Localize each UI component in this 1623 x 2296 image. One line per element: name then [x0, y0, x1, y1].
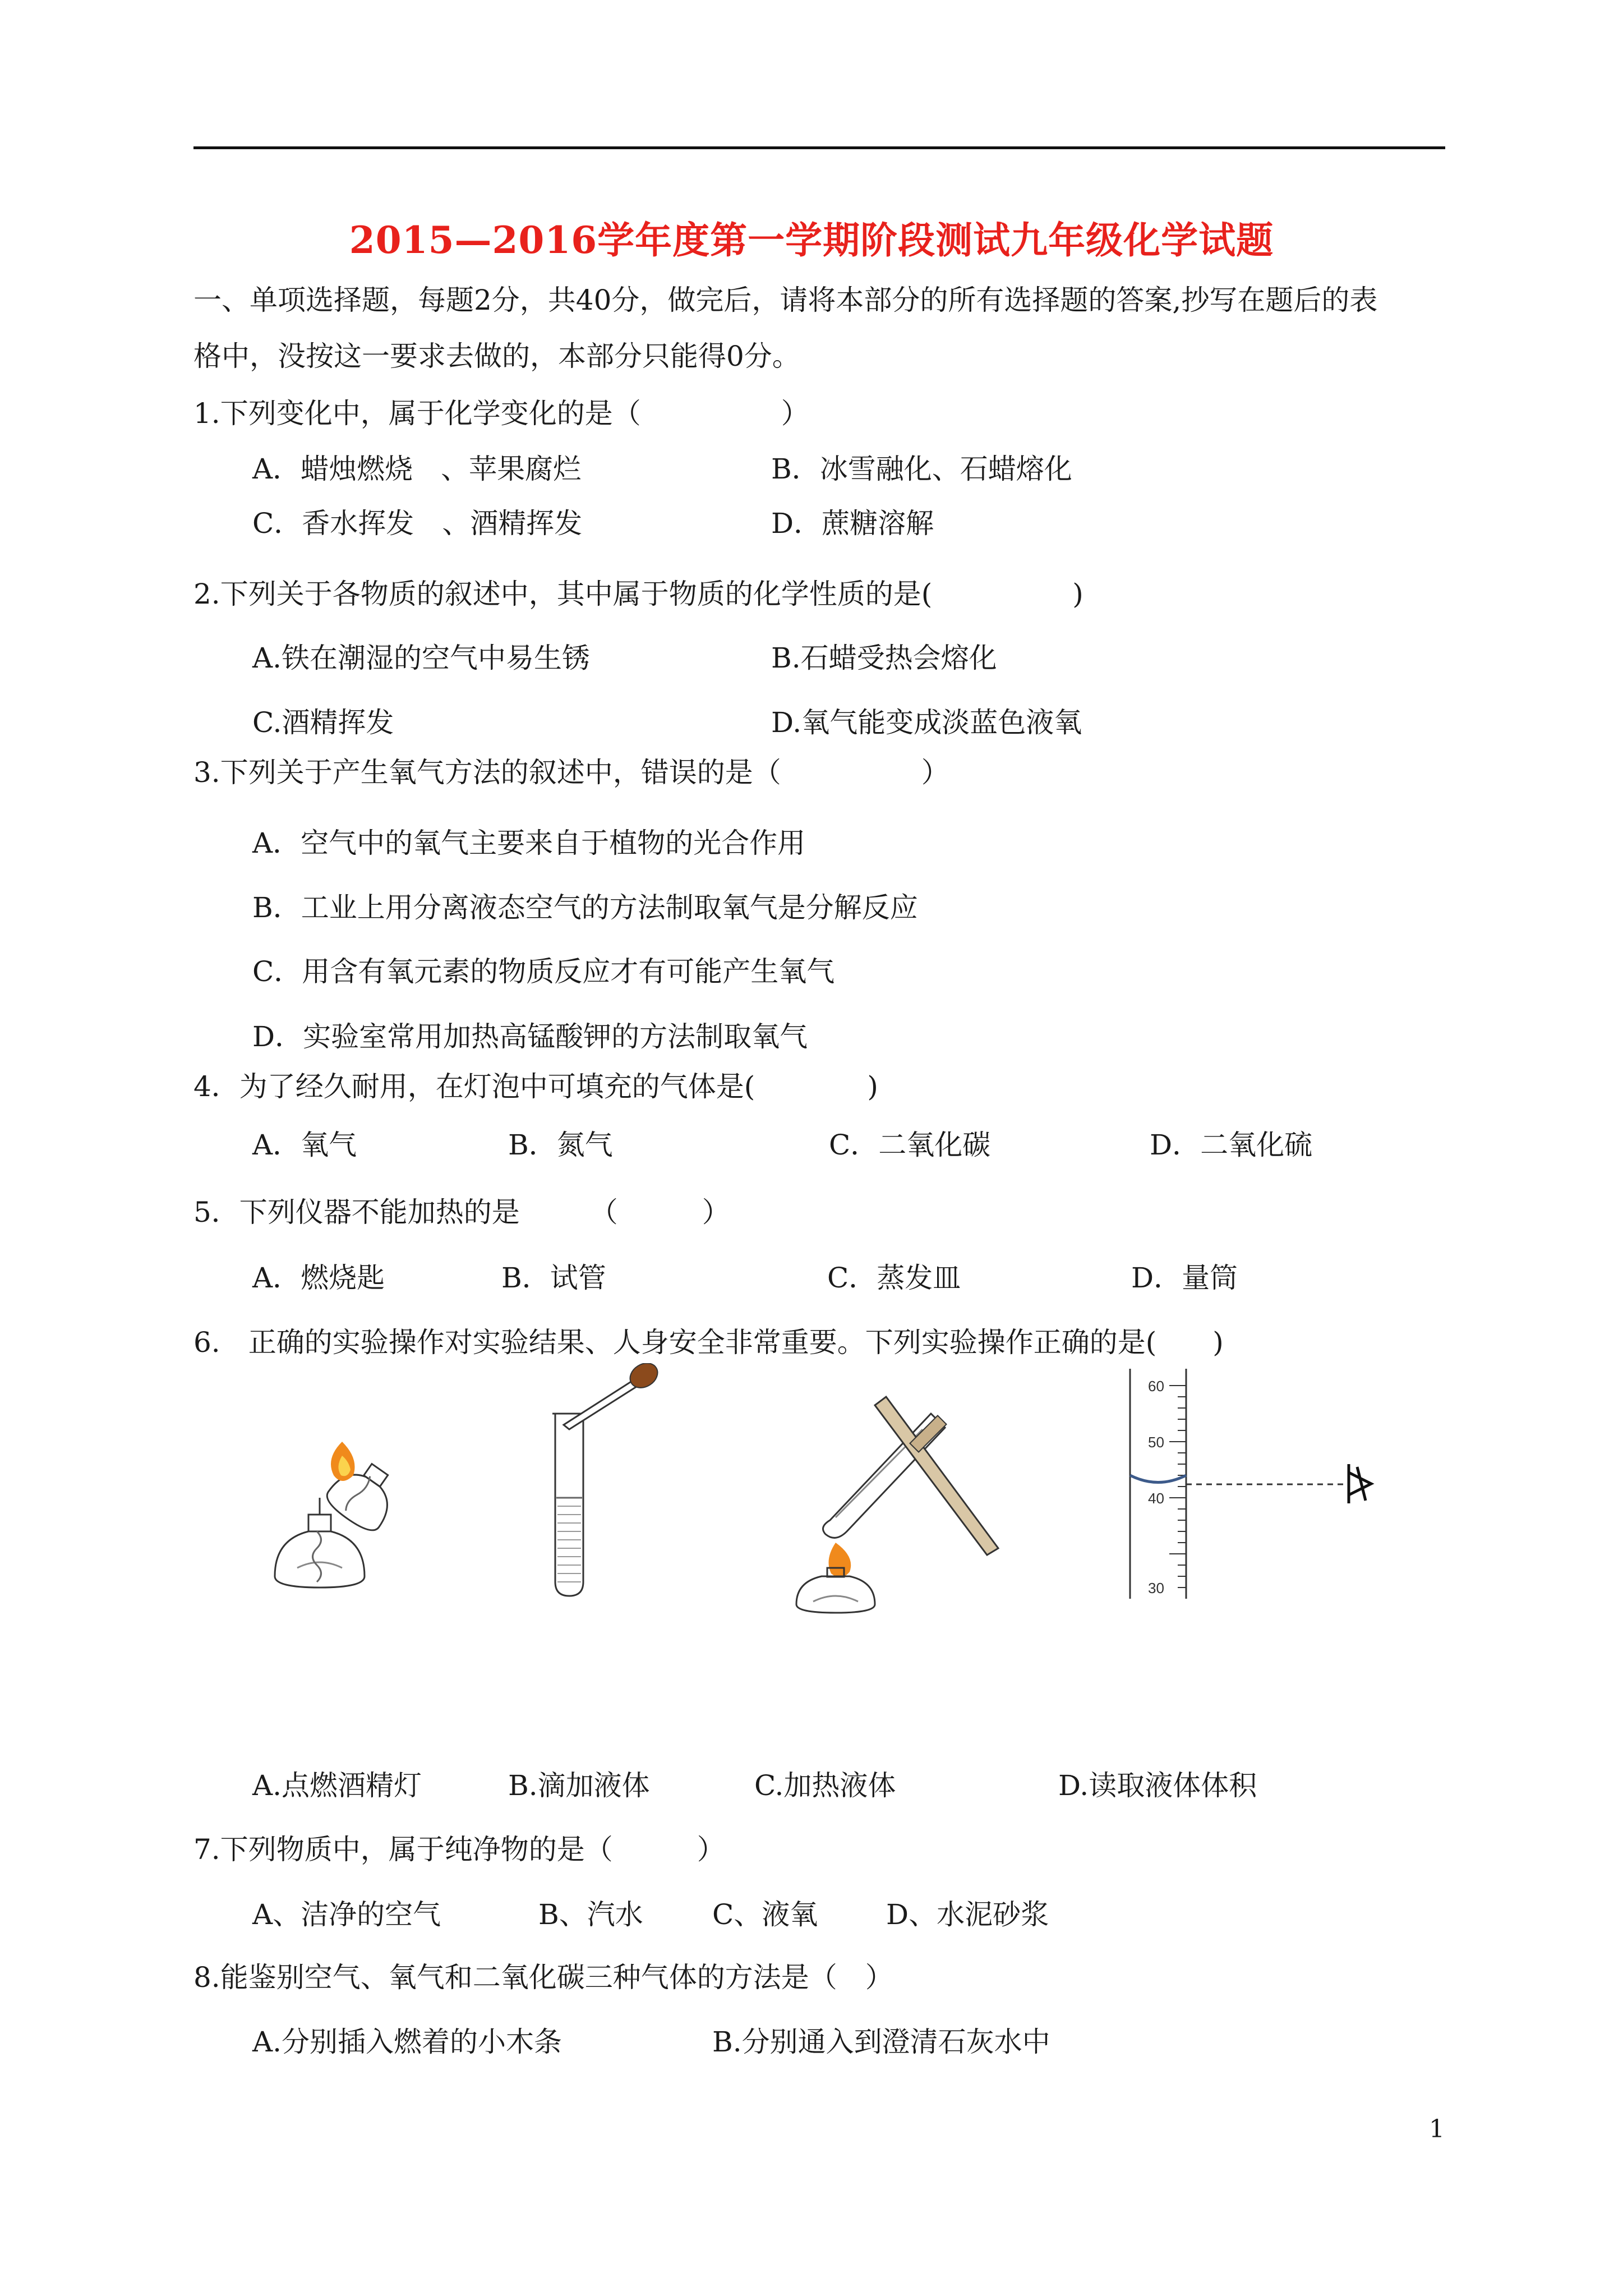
question-5-option-d: D．量筒: [1131, 1262, 1238, 1294]
question-6-option-a: A.点燃酒精灯: [252, 1769, 422, 1802]
question-1-option-d: D．蔗糖溶解: [771, 507, 934, 540]
cylinder-tick-30: 30: [1148, 1580, 1164, 1596]
question-2-option-c: C.酒精挥发: [252, 706, 394, 739]
page-number: 1: [1429, 2115, 1445, 2143]
question-4-option-b: B．氮气: [508, 1129, 613, 1161]
question-7-option-a: A、洁净的空气: [252, 1898, 441, 1931]
question-4-option-a: A．氧气: [252, 1129, 357, 1161]
question-4-option-c: C．二氧化碳: [829, 1129, 991, 1161]
question-5-stem: 5．下列仪器不能加热的是 （ ）: [193, 1196, 730, 1228]
question-6-stem: 6. 正确的实验操作对实验结果、人身安全非常重要。下列实验操作正确的是( ): [193, 1326, 1224, 1359]
question-2-option-b: B.石蜡受热会熔化: [771, 642, 997, 674]
figure-d-reading-cylinder: [1119, 1369, 1388, 1604]
question-8-option-a: A.分别插入燃着的小木条: [252, 2026, 562, 2058]
question-7-option-b: B、汽水: [538, 1898, 643, 1931]
flame-icon: [829, 1543, 851, 1577]
question-4-option-d: D．二氧化硫: [1150, 1129, 1313, 1161]
cylinder-tick-40: 40: [1148, 1490, 1164, 1507]
question-1-option-a: A．蜡烛燃烧 、苹果腐烂: [252, 453, 582, 485]
question-3-stem: 3.下列关于产生氧气方法的叙述中，错误的是（ ）: [193, 756, 949, 789]
question-8-stem: 8.能鉴别空气、氧气和二氧化碳三种气体的方法是（ ）: [193, 1961, 893, 1994]
question-3-option-a: A．空气中的氧气主要来自于植物的光合作用: [252, 827, 806, 859]
question-1-stem: 1.下列变化中，属于化学变化的是（ ）: [193, 397, 809, 430]
question-6-option-b: B.滴加液体: [508, 1769, 650, 1802]
page-title: 2015—2016学年度第一学期阶段测试九年级化学试题: [349, 218, 1274, 262]
question-2-stem: 2.下列关于各物质的叙述中，其中属于物质的化学性质的是( ): [193, 578, 1083, 610]
question-3-option-d: D．实验室常用加热高锰酸钾的方法制取氧气: [252, 1020, 808, 1053]
question-8-option-b: B.分别通入到澄清石灰水中: [712, 2026, 1050, 2058]
question-1-option-c: C．香水挥发 、酒精挥发: [252, 507, 583, 540]
question-3-option-c: C．用含有氧元素的物质反应才有可能产生氧气: [252, 955, 835, 988]
meniscus-icon: [1130, 1475, 1186, 1483]
question-2-option-a: A.铁在潮湿的空气中易生锈: [252, 642, 591, 674]
question-6-option-c: C.加热液体: [754, 1769, 896, 1802]
question-7-stem: 7.下列物质中，属于纯净物的是（ ）: [193, 1833, 725, 1866]
header-rule: [193, 146, 1445, 149]
eye-icon: [1349, 1464, 1371, 1503]
question-5-option-a: A．燃烧匙: [252, 1262, 385, 1294]
figure-a-lighting-alcohol-lamp: [264, 1419, 421, 1604]
figure-c-heating-liquid: [791, 1380, 1015, 1616]
question-7-option-c: C、液氧: [712, 1898, 818, 1931]
question-1-option-b: B．冰雪融化、石蜡熔化: [771, 453, 1072, 485]
cylinder-tick-50: 50: [1148, 1434, 1164, 1451]
question-6-option-d: D.读取液体体积: [1058, 1769, 1257, 1802]
cylinder-tick-60: 60: [1148, 1378, 1164, 1395]
question-3-option-b: B．工业上用分离液态空气的方法制取氧气是分解反应: [252, 891, 918, 924]
question-5-option-b: B．试管: [501, 1262, 606, 1294]
question-2-option-d: D.氧气能变成淡蓝色液氧: [771, 706, 1082, 739]
section-instructions-line2: 格中，没按这一要求去做的，本部分只能得0分。: [193, 340, 800, 372]
section-instructions-line1: 一、单项选择题，每题2分，共40分，做完后，请将本部分的所有选择题的答案,抄写在题后的表: [193, 284, 1378, 316]
question-4-stem: 4．为了经久耐用，在灯泡中可填充的气体是( ): [193, 1070, 878, 1103]
question-7-option-d: D、水泥砂浆: [886, 1898, 1049, 1931]
question-5-option-c: C．蒸发皿: [827, 1262, 961, 1294]
figure-b-dropping-liquid: [544, 1363, 667, 1599]
